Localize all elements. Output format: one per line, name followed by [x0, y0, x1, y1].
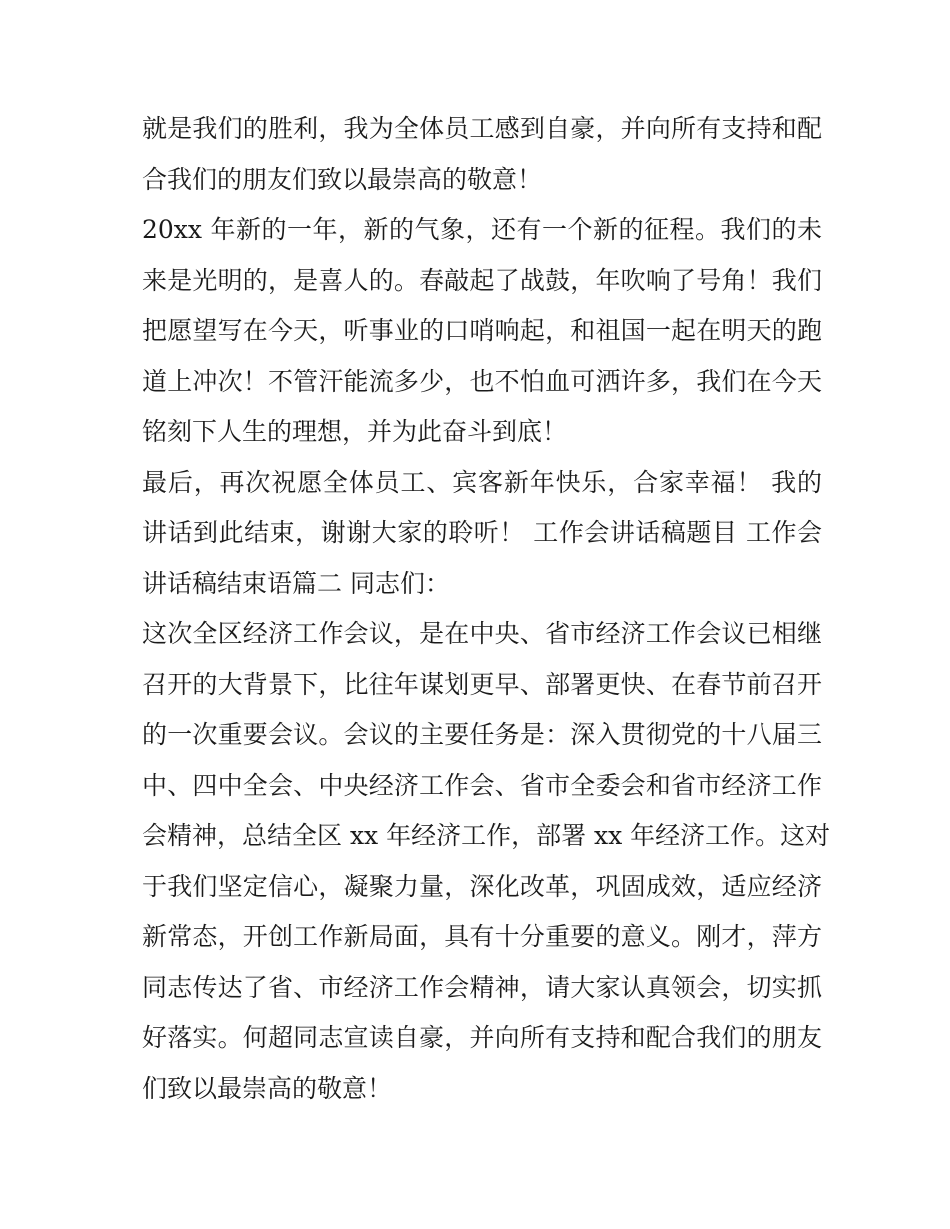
text-line: 最后，再次祝愿全体员工、宾客新年快乐，合家幸福！ 我的	[142, 467, 822, 497]
paragraph-1	[142, 104, 822, 205]
text-line: 讲话稿结束语篇二 同志们：	[142, 568, 450, 598]
text-line: 讲话到此结束，谢谢大家的聆听！ 工作会讲话稿题目 工作会	[142, 518, 822, 547]
document-body	[142, 104, 831, 1114]
paragraph-4	[142, 609, 831, 1114]
text-line: 会精神，总结全区 xx 年经济工作，部署 xx 年经济工作。这对	[142, 821, 831, 850]
paragraph-2	[142, 205, 822, 458]
text-line: 的一次重要会议。会议的主要任务是：深入贯彻党的十八届三	[142, 720, 822, 749]
text-line: 新常态，开创工作新局面，具有十分重要的意义。刚才，萍方	[142, 922, 822, 951]
text-line: 这次全区经济工作会议，是在中央、省市经济工作会议已相继	[142, 619, 822, 648]
text-line: 来是光明的，是喜人的。春敲起了战鼓，年吹响了号角！我们	[142, 265, 822, 295]
text-line: 同志传达了省、市经济工作会精神，请大家认真领会，切实抓	[142, 972, 822, 1002]
text-line: 召开的大背景下，比往年谋划更早、部署更快、在春节前召开	[142, 669, 822, 699]
text-line: 就是我们的胜利，我为全体员工感到自豪，并向所有支持和配	[142, 114, 822, 143]
text-line: 20xx 年新的一年，新的气象，还有一个新的征程。我们的未	[142, 215, 822, 244]
text-line: 道上冲次！不管汗能流多少，也不怕血可洒许多，我们在今天	[142, 366, 822, 396]
text-line: 中、四中全会、中央经济工作会、省市全委会和省市经济工作	[142, 770, 822, 800]
paragraph-3	[142, 458, 822, 610]
text-line: 于我们坚定信心，凝聚力量，深化改革，巩固成效，适应经济	[142, 871, 822, 901]
text-line: 合我们的朋友们致以最崇高的敬意！	[142, 164, 543, 194]
text-line: 好落实。何超同志宣读自豪，并向所有支持和配合我们的朋友	[142, 1023, 822, 1052]
text-line: 把愿望写在今天，听事业的口哨响起，和祖国一起在明天的跑	[142, 316, 822, 345]
text-line: 铭刻下人生的理想，并为此奋斗到底！	[142, 417, 568, 446]
text-line: 们致以最崇高的敬意！	[142, 1073, 393, 1103]
